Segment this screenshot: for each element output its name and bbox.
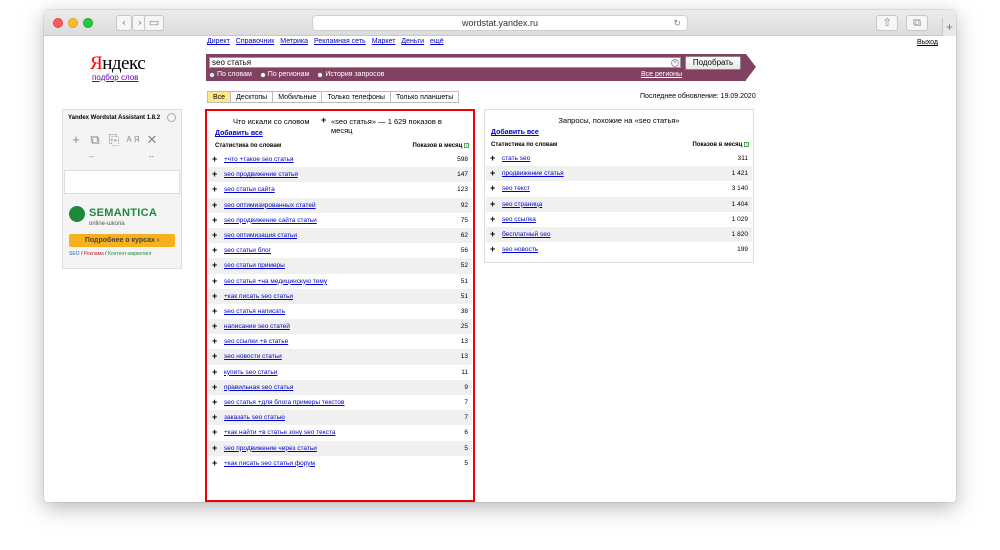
add-phrase-icon[interactable]: + [212, 154, 218, 164]
keyword-link[interactable]: seo статьи блог [224, 247, 271, 255]
table-row [208, 425, 472, 440]
radio-label: История запросов [325, 71, 385, 78]
clear-search-icon[interactable]: × [671, 59, 679, 67]
add-phrase-icon[interactable]: + [490, 213, 496, 224]
nav-link-direct[interactable]: Директ [207, 38, 230, 45]
sidebar-toggle-icon[interactable]: ▭ [144, 15, 164, 31]
add-icon[interactable]: + [72, 132, 80, 147]
radio-dot [260, 72, 266, 78]
add-query-icon[interactable]: + [321, 115, 327, 125]
search-input[interactable]: seo статья [209, 57, 681, 68]
keyword-link[interactable]: seo оптимизированных статей [224, 201, 316, 209]
impressions-count: 311 [737, 155, 748, 162]
keyword-link[interactable]: seo новость [502, 246, 539, 254]
impressions-count: 92 [460, 201, 468, 209]
add-phrase-icon[interactable]: + [212, 199, 218, 210]
impressions-count: 13 [460, 338, 468, 346]
impressions-count: 51 [460, 277, 468, 285]
add-phrase-icon[interactable]: + [212, 351, 218, 362]
tab-desktops[interactable]: Десктопы [231, 91, 273, 103]
impressions-count: 51 [460, 292, 468, 300]
copy-icon[interactable]: ⧉ [90, 132, 100, 147]
nav-link-reference[interactable]: Справочник [235, 38, 275, 45]
panel-title-prefix: Что искали со словом [233, 117, 310, 126]
table-row [208, 410, 472, 425]
wordstat-assistant-panel [62, 109, 182, 269]
zoom-window-button[interactable] [83, 18, 93, 28]
impressions-count: 5 [464, 444, 468, 452]
address-bar[interactable] [312, 15, 688, 31]
keyword-link[interactable]: продвижение статья [502, 170, 564, 178]
add-phrase-icon[interactable]: + [212, 381, 218, 392]
impressions-count: 7 [464, 414, 468, 422]
forward-button[interactable]: › [132, 15, 148, 31]
keyword-link[interactable]: seo новости статьи [224, 353, 282, 361]
related-words-list [208, 152, 472, 471]
ad-subtitle: online-школа [89, 221, 125, 227]
impressions-count: 598 [457, 156, 468, 163]
keyword-link[interactable]: seo оптимизация статьи [224, 231, 298, 239]
keyword-link[interactable]: seo статьи сайта [224, 186, 275, 194]
panel-title-query: «seo статья» — 1 629 показов в месяц [331, 117, 442, 135]
add-phrase-icon[interactable]: + [490, 244, 496, 255]
keyword-link[interactable]: seo статья +для блога примеры текстов [224, 399, 345, 406]
settings-icon[interactable] [167, 113, 176, 122]
radio-by-regions[interactable] [260, 71, 310, 78]
table-row [208, 349, 472, 364]
keyword-link[interactable]: seo продвижение статья [224, 171, 298, 179]
impressions-count: 38 [460, 307, 468, 315]
help-icon[interactable]: ? [745, 142, 748, 147]
keyword-link[interactable]: правильная seo статья [224, 383, 294, 391]
table-row [208, 258, 472, 273]
reload-icon[interactable]: ↻ [673, 18, 681, 28]
impressions-count: 1 421 [731, 170, 748, 178]
assistant-right-column: -- [149, 154, 154, 161]
keyword-link[interactable]: +что +такое seo статья [224, 156, 294, 163]
keyword-link[interactable]: seo продвижение сайта статьи [224, 216, 317, 224]
impressions-count: 123 [457, 186, 468, 194]
table-row [208, 243, 472, 258]
add-phrase-icon[interactable]: + [212, 214, 218, 225]
table-row [486, 166, 752, 181]
add-phrase-icon[interactable]: + [212, 321, 218, 332]
assistant-toolbar [69, 132, 159, 148]
table-row [486, 197, 752, 212]
address-bar-url: wordstat.yandex.ru [461, 18, 539, 28]
add-phrase-icon[interactable]: + [212, 442, 218, 453]
keyword-link[interactable]: +как писать seo статьи форум [224, 459, 315, 467]
semantica-logo-icon [69, 206, 85, 222]
impressions-count: 6 [464, 429, 468, 437]
device-tabs [207, 91, 459, 103]
table-row [208, 304, 472, 319]
column-header-words: Статистика по словам [215, 143, 282, 149]
nav-link-money[interactable]: Деньги [401, 38, 425, 45]
add-phrase-icon[interactable]: + [212, 427, 218, 438]
table-row [208, 441, 472, 456]
table-row [208, 380, 472, 395]
table-row [486, 212, 752, 227]
close-window-button[interactable] [53, 18, 63, 28]
browser-window [44, 10, 956, 502]
search-mode-radios [209, 71, 384, 78]
impressions-count: 1 029 [731, 215, 748, 223]
keyword-link[interactable]: seo ссылка [502, 215, 536, 223]
impressions-count: 25 [460, 323, 468, 331]
add-phrase-icon[interactable]: + [212, 275, 218, 286]
table-row [208, 182, 472, 197]
tab-mobile[interactable]: Мобильные [273, 91, 322, 103]
ad-tag-sep: / [79, 251, 84, 257]
table-row [208, 334, 472, 349]
radio-label: По словам [217, 71, 252, 78]
impressions-count: 52 [460, 262, 468, 270]
impressions-count: 9 [464, 383, 468, 391]
add-all-link[interactable]: Добавить все [215, 130, 263, 137]
column-header-impressions [413, 143, 470, 149]
similar-queries-list [486, 151, 752, 257]
impressions-count: 7 [464, 399, 468, 406]
search-panel-arrow [746, 54, 756, 80]
keyword-link[interactable]: seo статья написать [224, 307, 286, 315]
assistant-word-list[interactable] [64, 170, 180, 194]
radio-by-words[interactable] [209, 71, 252, 78]
table-row [486, 242, 752, 257]
new-tab-button[interactable]: + [942, 18, 956, 36]
tab-phones-only[interactable]: Только телефоны [322, 91, 391, 103]
impressions-count: 62 [460, 231, 468, 239]
share-icon[interactable]: ⇧ [876, 15, 898, 31]
add-phrase-icon[interactable]: + [212, 260, 218, 271]
all-regions-link[interactable]: Все регионы [641, 71, 683, 78]
nav-link-metrika[interactable]: Метрика [280, 38, 308, 45]
table-row [208, 198, 472, 213]
add-phrase-icon[interactable]: + [212, 229, 218, 240]
search-submit-button[interactable]: Подобрать [685, 56, 741, 70]
table-row [208, 289, 472, 304]
add-phrase-icon[interactable]: + [490, 153, 496, 163]
related-words-panel [205, 109, 475, 502]
nav-link-market[interactable]: Маркет [371, 38, 396, 45]
keyword-link[interactable]: бесплатный seo [502, 230, 551, 238]
ad-more-button[interactable]: Подробнее о курсах › [69, 234, 175, 247]
column-header-label: Показов в месяц [412, 143, 463, 149]
similar-panel-title: Запросы, похожие на «seo статья» [558, 116, 680, 125]
table-row [208, 319, 472, 334]
page-content [44, 37, 956, 502]
add-phrase-icon[interactable]: + [212, 290, 218, 301]
logo-rest: ндекс [102, 53, 146, 74]
radio-label: По регионам [267, 71, 310, 78]
browser-titlebar [44, 10, 956, 36]
keyword-link[interactable]: seo страница [502, 200, 543, 208]
column-header-words: Статистика по словам [491, 142, 558, 148]
keyword-link[interactable]: купить seo статьи [224, 368, 278, 376]
add-phrase-icon[interactable]: + [490, 198, 496, 209]
radio-history[interactable] [317, 71, 384, 78]
keyword-link[interactable]: seo статья +на медицинскую тему [224, 277, 328, 285]
back-button[interactable]: ‹ [116, 15, 132, 31]
table-row [208, 213, 472, 228]
impressions-count: 199 [737, 246, 748, 254]
logo-subtitle-link[interactable]: подбор слов [92, 73, 139, 82]
keyword-link[interactable]: seo ссылки +в статье [224, 338, 289, 346]
keyword-link[interactable]: написание seo статей [224, 323, 290, 331]
assistant-left-column: -- [89, 154, 94, 161]
similar-queries-panel [484, 109, 754, 263]
yandex-logo[interactable] [90, 53, 145, 75]
last-update-text: Последнее обновление: 19.09.2020 [640, 93, 756, 100]
tabs-overview-icon[interactable]: ⧉ [906, 15, 928, 31]
add-phrase-icon[interactable]: + [490, 168, 496, 179]
add-phrase-icon[interactable]: + [212, 412, 218, 423]
radio-dot [317, 72, 323, 78]
impressions-count: 1 404 [731, 200, 748, 208]
add-phrase-icon[interactable]: + [212, 457, 218, 468]
keyword-link[interactable]: seo продвижение через статьи [224, 444, 317, 452]
paste-icon[interactable]: ⎘ [108, 132, 120, 147]
add-all-link[interactable]: Добавить все [491, 129, 539, 136]
keyword-link[interactable]: +как найти +в статье зону seo текста [224, 429, 336, 437]
add-phrase-icon[interactable]: + [490, 183, 496, 194]
impressions-count: 75 [460, 216, 468, 224]
table-row [208, 167, 472, 182]
table-row [486, 181, 752, 196]
table-row [486, 151, 752, 166]
add-phrase-icon[interactable]: + [212, 305, 218, 316]
radio-dot-selected [209, 72, 215, 78]
add-phrase-icon[interactable]: + [212, 366, 218, 377]
table-row [208, 395, 472, 410]
keyword-link[interactable]: seo текст [502, 185, 530, 193]
assistant-title: Yandex Wordstat Assistant 1.8.2 [68, 115, 161, 121]
column-header-label: Показов в месяц [692, 142, 743, 148]
ad-tag: SEO [69, 251, 80, 257]
minimize-window-button[interactable] [68, 18, 78, 28]
table-row [208, 228, 472, 243]
ad-brand: SEMANTICA [89, 207, 158, 219]
table-row [208, 152, 472, 167]
ad-tag: Контент-маркетинг [107, 251, 152, 257]
add-phrase-icon[interactable]: + [212, 397, 218, 407]
impressions-count: 1 820 [731, 230, 748, 238]
add-phrase-icon[interactable]: + [490, 228, 496, 239]
tab-tablets-only[interactable]: Только планшеты [391, 91, 459, 103]
add-phrase-icon[interactable]: + [212, 169, 218, 180]
clear-icon[interactable]: ✕ [146, 132, 158, 147]
impressions-count: 11 [461, 368, 468, 376]
impressions-count: 3 140 [731, 185, 748, 193]
nav-link-more[interactable]: ещё [430, 38, 444, 45]
impressions-count: 13 [460, 353, 468, 361]
table-row [486, 227, 752, 242]
keyword-link[interactable]: seo статьи примеры [224, 262, 285, 270]
keyword-link[interactable]: +как писать seo статьи [224, 292, 293, 300]
table-row [208, 274, 472, 289]
help-icon[interactable]: ? [465, 143, 468, 148]
impressions-count: 147 [457, 171, 468, 179]
ad-tag: Реклама [83, 251, 104, 257]
sort-icon[interactable]: А Я [126, 135, 140, 144]
tab-all[interactable]: Все [207, 91, 231, 103]
table-row [208, 365, 472, 380]
keyword-link[interactable]: стать seo [502, 155, 531, 162]
logo-first-letter: Я [90, 53, 103, 74]
ad-tags [69, 251, 152, 257]
keyword-link[interactable]: заказать seo статью [224, 414, 285, 422]
impressions-count: 56 [460, 247, 468, 255]
column-header-impressions [693, 142, 750, 148]
exit-link[interactable]: Выход [917, 39, 938, 46]
nav-link-ad-network[interactable]: Рекламная сеть [314, 38, 366, 45]
top-nav [207, 38, 444, 45]
table-row [208, 456, 472, 471]
add-phrase-icon[interactable]: + [212, 245, 218, 256]
ad-tag-sep: / [103, 251, 108, 257]
impressions-count: 5 [464, 459, 468, 467]
add-phrase-icon[interactable]: + [212, 336, 218, 347]
add-phrase-icon[interactable]: + [212, 184, 218, 195]
